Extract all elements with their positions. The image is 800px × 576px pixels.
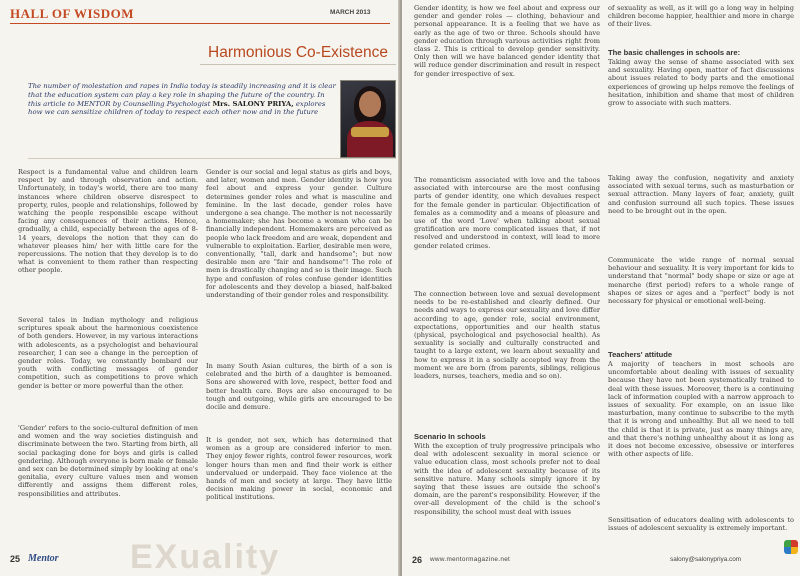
issue-month: MARCH 2013 [330,9,371,16]
right-col2-para4: A majority of teachers in most schools are uncomfortable about dealing with issues of sexuality because they have not been systematically trained to deal with these issues. Moreover, there is a continuing lack of information coupled with a narrow approach to issues of sexuality. For example, on an issue like masturbation, many continue to subscribe to the myth that it is wrong and unhealthy. But all we need to tell the child is that it is private, just as many things are, and that there's nothing unhealthy about it as long as it does not become excessive, obsessive or interferes with other aspects of life. [608,360,794,459]
article-intro [28,82,338,117]
page-number-left: 25 [10,554,21,564]
left-col2-para1: Gender is our social and legal status as girls and boys, and later, women and men. Gender identity is how you feel about and express your gender. Culture determines gender roles and what is masculine and feminine. In the last decade, gender roles have undergone a sea change. The mother is not necessarily a homemaker; she has become a woman who can be financially independent. Homemakers are perceived as people who lack freedom and are weak, dependent and vulnerable to exploitation. Earlier, desirable men were, conventionally, "tall, dark and handsome"; but now desirable men are "fair and handsome"! The role of men is drastically changing and so is their image. Such hype and confusion of roles confuse gender identities for adolescents and they develop a biased, half-baked understanding of their gender roles and responsibility. [206,168,392,300]
background-watermark: EXuality [130,538,281,576]
left-col1-para3: 'Gender' refers to the socio-cultural definition of men and women and the way societies distinguish and discriminate between the two. Starting from birth, all social packaging done for boys and girls is called gendering. Although everyone is born male or female and sex can be determined simply by looking at one's genitalia, every culture values men and women differently and assigns them different roles, responsibilities and attributes. [18,424,198,498]
intro-text: The number of molestation and rapes in India today is steadily increasing and it is clear that the education system can play a key role in shaping the future of the country. In this article to MENTOR by Counselling Psychologist [28,82,336,108]
title-divider [200,64,396,65]
right-col1-para4: With the exception of truly progressive principals who deal with adolescent sexuality in moral science or value education class, most schools prefer not to deal with the idea of adolescent sexuality because of its sensitive nature. Many schools simply ignore it by saying that these issues are outside the school's domain, are the parent's responsibility. However, if the over-all development of the child is the school's responsibility, the school must deal with issues [414,442,600,516]
left-col1-para2: Several tales in Indian mythology and religious scriptures speak about the harmonious coexistence of both genders. However, in my various interactions with adolescents, as a psychologist and behavioural researcher, I can see a change in the perception of gender roles. Today, we constantly bombard our youth with conflicting messages of gender competition, such as competitions to prove which gender is better or more powerful than the other. [18,316,198,390]
header-divider [10,23,390,24]
website-link[interactable]: www.mentormagazine.net [430,556,511,563]
intro-tail: explores how we can sensitize children of today to respect each other now and in the future [28,99,326,117]
right-col2-para3: Communicate the wide range of normal sexual behaviour and sexuality. It is very important for kids to understand that "normal" body shape or size or age at menarche (first period) refers to a whole range of shapes or sizes or ages and a "perfect" body is not necessary for physical or emotional well-being. [608,256,794,306]
right-col2-para1: Taking away the sense of shame associated with sex and sexuality. Having open, matter of fact discussions about issues related to body parts and the emotional experiences of growing up helps remove the feelings of hesitation, inhibition and shame that most of children grow to associate with such matters. [608,58,794,108]
teachers-heading: Teachers' attitude [608,350,673,359]
article-title: Harmonious Co-Existence [208,44,389,61]
author-photo [340,80,396,158]
author-name: Mrs. SALONY PRIYA, [212,99,294,108]
brand-logo: Mentor [28,553,59,564]
left-col2-para2: In many South Asian cultures, the birth of a son is celebrated and the birth of a daughter is bemoaned. Sons are showered with love, respect, better food and better health care. Boys are also encouraged to be tough and outgoing, while girls are encouraged to be docile and demure. [206,362,392,412]
right-col1-para3: The connection between love and sexual development needs to be re-established and clearly defined. Our needs and ways to express our sexuality and love differ according to age, gender role, social environment, expectations, opportunities and our health status (physical, psychological and psychosocial health). As sexuality is socially and culturally constructed and taught to a large extent, we learn about sexuality and how to express it in a socially accepted way from the moment we are born (from parents, siblings, religious leaders, nurses, teachers, media and so on). [414,290,600,381]
section-heading: HALL OF WISDOM [10,6,135,21]
right-page [402,0,800,576]
left-col2-para3: It is gender, not sex, which has determined that women as a group are considered inferior to men. They enjoy fewer rights, control fewer resources, work longer hours than men and find their work is either undervalued or underpaid. They face violence at the hands of men and society at large. They have little decision making power in social, economic and political institutions. [206,436,392,502]
left-col1-para1: Respect is a fundamental value and children learn respect by and through observation and action. Unfortunately, in today's world, there are too many instances where children observe disrespect to property, rules, people and relationships, followed by watching the people responsible escape without facing any consequences of their actions. Hence, gradually, a child, especially between the ages of 8-14 years, develops the notion that they can do whatever pleases him/ her with little care for the repercussions. The notion that they develop is to do what is convenient to them rather than respecting other people. [18,168,198,275]
corner-logo-icon [784,540,798,554]
right-col2-para0: of sexuality as well, as it will go a long way in helping children become happier, healthier and more in charge of their lives. [608,4,794,29]
right-col1-para1: Gender identity, is how we feel about and express our gender and gender roles — clothing, behaviour and personal appearance. It is a feeling that we have as early as the age of two or three. Schools should have gender education through various activities right from class 2. This is critical to develop gender sensitivity. Only then will we have balanced gender identity that will reduce gender discrimination and result in respect for gender irrespective of sex. [414,4,600,78]
scenario-heading: Scenario In schools [414,432,486,441]
intro-divider [28,158,396,159]
challenges-heading: The basic challenges in schools are: [608,48,741,57]
right-col1-para2: The romanticism associated with love and the taboos associated with intercourse are the most confusing parts of gender identity, one which devalues respect for the female gender in particular. Objectification of females as a commodity and a means of pleasure and use of the word 'Love' when talking about sexual gratification are more complicated issues that, if not resolved and understood in context, will lead to more gender related crimes. [414,176,600,250]
email-link[interactable]: salony@salonypriya.com [670,556,742,563]
right-col2-para2: Taking away the confusion, negativity and anxiety associated with sexual terms, such as masturbation or sexual attraction. Many layers of fear, anxiety, guilt and confusion surround all such topics. These issues need to be brought out in the open. [608,174,794,215]
right-col2-para5: Sensitisation of educators dealing with adolescents to issues of adolescent sexuality is extremely important. [608,516,794,533]
page-number-right: 26 [412,555,423,565]
